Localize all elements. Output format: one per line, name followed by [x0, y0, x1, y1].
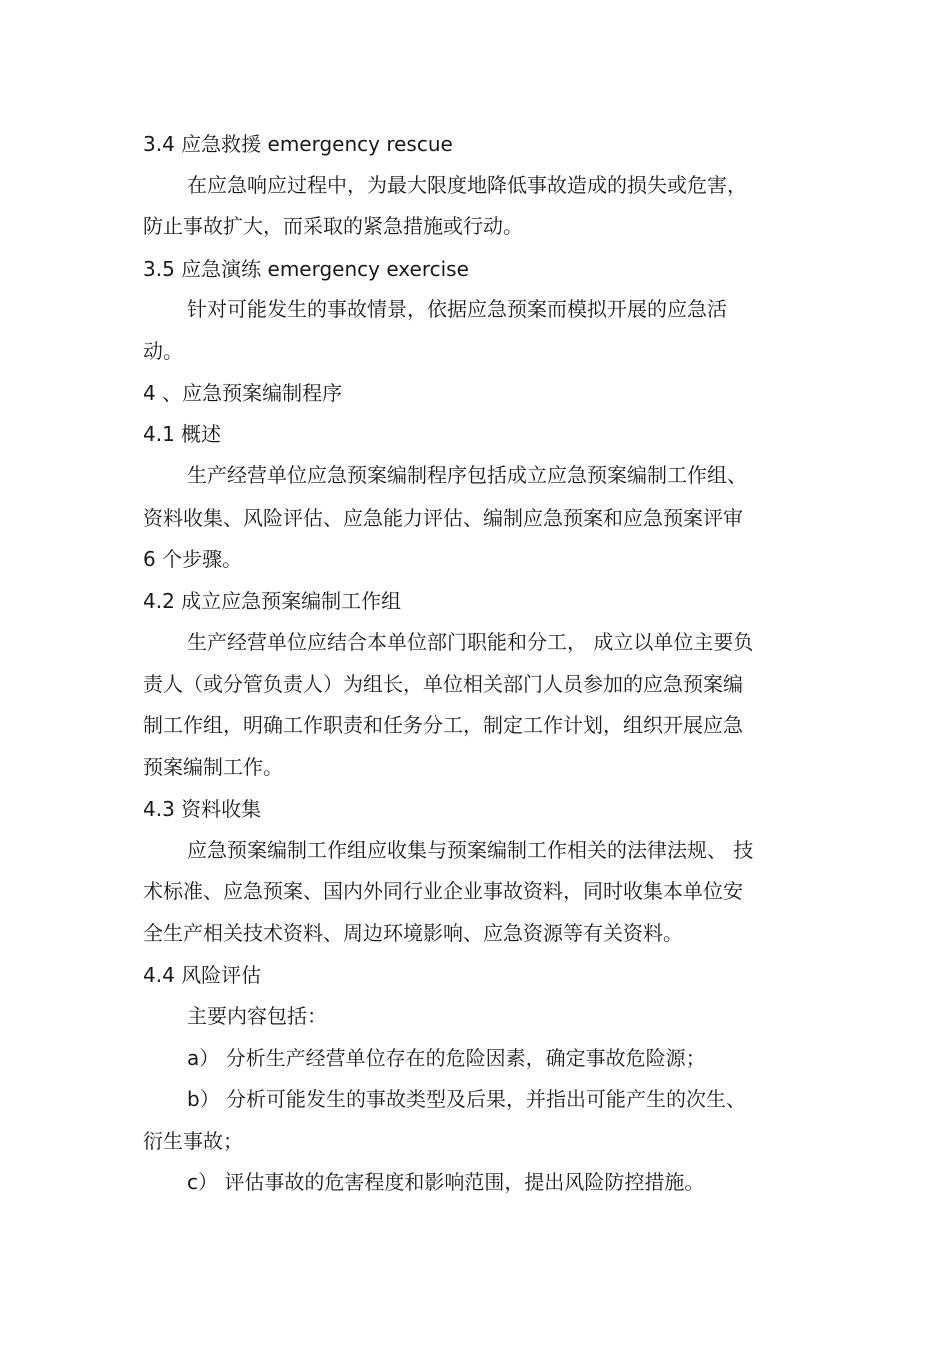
- section-heading-3-5: 3.5 应急演练 emergency exercise: [143, 257, 469, 281]
- list-item-b: b） 分析可能发生的事故类型及后果，并指出可能产生的次生、: [187, 1087, 747, 1111]
- section-heading-4: 4 、应急预案编制程序: [143, 381, 343, 405]
- paragraph-line: 应急预案编制工作组应收集与预案编制工作相关的法律法规、 技: [187, 838, 754, 862]
- paragraph-line: 在应急响应过程中，为最大限度地降低事故造成的损失或危害，: [187, 173, 747, 197]
- paragraph-line: 责人（或分管负责人）为组长，单位相关部门人员参加的应急预案编: [143, 672, 743, 696]
- list-item-b-continued: 衍生事故；: [143, 1129, 243, 1153]
- paragraph-line: 全生产相关技术资料、周边环境影响、应急资源等有关资料。: [143, 921, 683, 945]
- paragraph-line: 防止事故扩大，而采取的紧急措施或行动。: [143, 214, 523, 238]
- paragraph-line: 制工作组，明确工作职责和任务分工，制定工作计划，组织开展应急: [143, 713, 743, 737]
- paragraph-line: 预案编制工作。: [143, 755, 283, 779]
- paragraph-line: 主要内容包括：: [187, 1004, 327, 1028]
- paragraph-line: 针对可能发生的事故情景，依据应急预案而模拟开展的应急活: [187, 297, 727, 321]
- paragraph-line: 生产经营单位应急预案编制程序包括成立应急预案编制工作组、: [187, 463, 747, 487]
- list-item-c: c） 评估事故的危害程度和影响范围，提出风险防控措施。: [187, 1170, 705, 1194]
- paragraph-line: 动。: [143, 339, 183, 363]
- section-heading-4-4: 4.4 风险评估: [143, 963, 262, 987]
- section-heading-4-1: 4.1 概述: [143, 422, 222, 446]
- list-item-a: a） 分析生产经营单位存在的危险因素，确定事故危险源；: [187, 1046, 706, 1070]
- paragraph-line: 6 个步骤。: [143, 547, 243, 571]
- paragraph-line: 资料收集、风险评估、应急能力评估、编制应急预案和应急预案评审: [143, 506, 743, 530]
- paragraph-line: 术标准、应急预案、国内外同行业企业事故资料，同时收集本单位安: [143, 879, 743, 903]
- section-heading-3-4: 3.4 应急救援 emergency rescue: [143, 132, 453, 156]
- section-heading-4-2: 4.2 成立应急预案编制工作组: [143, 589, 402, 613]
- paragraph-line: 生产经营单位应结合本单位部门职能和分工， 成立以单位主要负: [187, 630, 754, 654]
- section-heading-4-3: 4.3 资料收集: [143, 797, 262, 821]
